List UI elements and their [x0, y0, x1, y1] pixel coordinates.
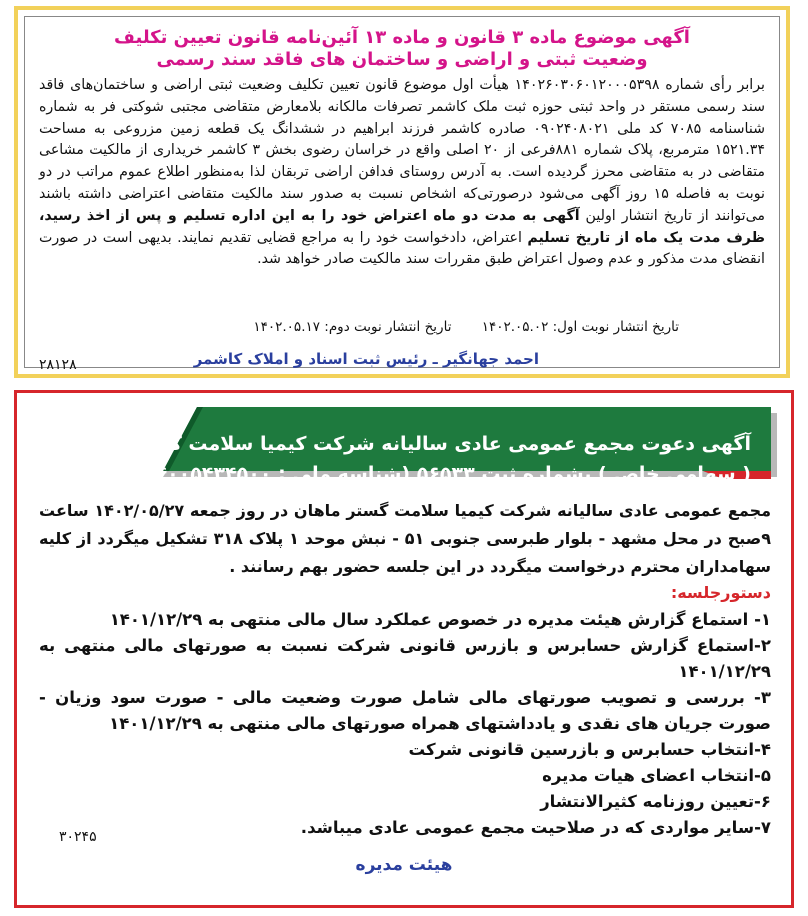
agenda-item: ۲-استماع گزارش حسابرس و بازرس قانونی شرکت نسبت به صورتهای مالی منتهی به ۱۴۰۱/۱۲/۲۹	[39, 636, 771, 681]
agenda-item: ۶-تعیین روزنامه کثیرالانتشار	[540, 792, 771, 811]
assembly-notice	[14, 390, 794, 908]
publication-date-second: تاریخ انتشار نوبت دوم: ۱۴۰۲.۰۵.۱۷	[253, 319, 452, 335]
registry-notice	[14, 6, 790, 378]
registry-notice-code: ۲۸۱۲۸	[39, 357, 77, 373]
registry-notice-title-line2: وضعیت ثبتی و اراضی و ساختمان های فاقد سند رسمی	[156, 49, 648, 70]
registry-notice-body-bold: آگهی به مدت دو ماه اعتراض خود را به این اداره تسلیم و پس از اخذ رسید، ظرف مدت یک ماه از تاریخ تسلیم	[39, 207, 765, 246]
agenda-item: ۳- بررسی و تصویب صورتهای مالی شامل صورت وضعیت مالی - صورت سود وزیان - صورت جریان های نقدی و یادداشتهای همراه صورتهای مالی منتهی به ۱۴۰۱/۱۲/۲۹	[39, 688, 771, 733]
registry-notice-title-line1: آگهی موضوع ماده ۳ قانون و ماده ۱۳ آئین‌نامه قانون تعیین تکلیف	[114, 27, 690, 48]
agenda-item: ۱- استماع گزارش هیئت مدیره در خصوص عملکرد سال مالی منتهی به ۱۴۰۱/۱۲/۲۹	[109, 610, 771, 629]
assembly-notice-body: مجمع عمومی عادی سالیانه شرکت کیمیا سلامت گستر ماهان در روز جمعه ۱۴۰۲/۰۵/۲۷ ساعت ۹صبح در محل مشهد - بلوار طبرسی جنوبی ۵۱ - نبش موحد ۱ پلاک ۳۱۸ تشکیل میگردد از کلیه سهامداران محترم درخواست میگردد در این جلسه حضور بهم رسانند .	[39, 501, 772, 576]
agenda-item: ۷-سایر مواردی که در صلاحیت مجمع عمومی عادی میباشد.	[300, 818, 771, 837]
publication-dates	[227, 319, 679, 335]
assembly-notice-title-line2: ( سهامی خاص ) بشماره ثبت ۵۶۵۳۳ (شناسه ملی : ۱۴۰۰۵۴۳۴۵۰۰)	[135, 463, 751, 485]
agenda-list	[39, 607, 771, 841]
registry-notice-body-part2: اعتراض، دادخواست خود را به مراجع قضایی تقدیم نمایند. بدیهی است در صورت انقضای مدت مذکور و عدم وصول اعتراض طبق مقررات سند مالکیت صادر خواهد شد.	[39, 229, 765, 268]
agenda-item: ۴-انتخاب حسابرس و بازرسین قانونی شرکت	[408, 740, 771, 759]
agenda-label: دستورجلسه:	[670, 583, 771, 602]
assembly-notice-banner	[69, 407, 777, 491]
assembly-notice-code: ۳۰۲۴۵	[59, 829, 97, 845]
assembly-notice-title	[69, 429, 751, 489]
registry-notice-title	[25, 27, 779, 71]
registry-notice-body	[39, 75, 765, 271]
assembly-notice-title-line1: آگهی دعوت مجمع عمومی عادی سالیانه شرکت کیمیا سلامت گستر ماهان	[69, 433, 751, 455]
publication-date-first: تاریخ انتشار نوبت اول: ۱۴۰۲.۰۵.۰۲	[481, 319, 679, 335]
agenda-item: ۵-انتخاب اعضای هیات مدیره	[542, 766, 771, 785]
assembly-notice-signer: هیئت مدیره	[355, 855, 453, 875]
registry-notice-signer: احمد جهانگیر ـ رئیس ثبت اسناد و املاک کاشمر	[193, 350, 539, 368]
registry-notice-body-part1: برابر رأی شماره ۱۴۰۲۶۰۳۰۶۰۱۲۰۰۰۵۳۹۸ هیأت اول موضوع قانون تعیین تکلیف وضعیت ثبتی اراضی و ساختمان‌های فاقد سند رسمی مستقر در واحد ثبتی حوزه ثبت ملک کاشمر تصرفات مالکانه بلامعارض متقاضی مجتبی شوکتی فر به شماره شناسنامه ۷۰۸۵ کد ملی ۰۹۰۲۴۰۸۰۲۱ صادره کاشمر فرزند ابراهیم در ششدانگ یک قطعه زمین مزروعی به مساحت ۱۵۲۱.۳۴ مترمربع، پلاک شماره ۸۸۱فرعی از ۲۰ اصلی واقع در خراسان رضوی بخش ۳ کاشمر خریداری از مالکیت مشاعی متقاضی در به متقاضی محرز گردیده است. به آدرس روستای فدافن اراضی تربقان لذا به‌منظور اطلاع عموم مراتب در دو نوبت به فاصله ۱۵ روز آگهی می‌شود درصورتی‌که اشخاص نسبت به صدور سند مالکیت متقاضی اعتراضی داشته باشند می‌توانند از تاریخ انتشار اولین	[39, 77, 766, 224]
registry-notice-inner-frame	[24, 16, 780, 373]
